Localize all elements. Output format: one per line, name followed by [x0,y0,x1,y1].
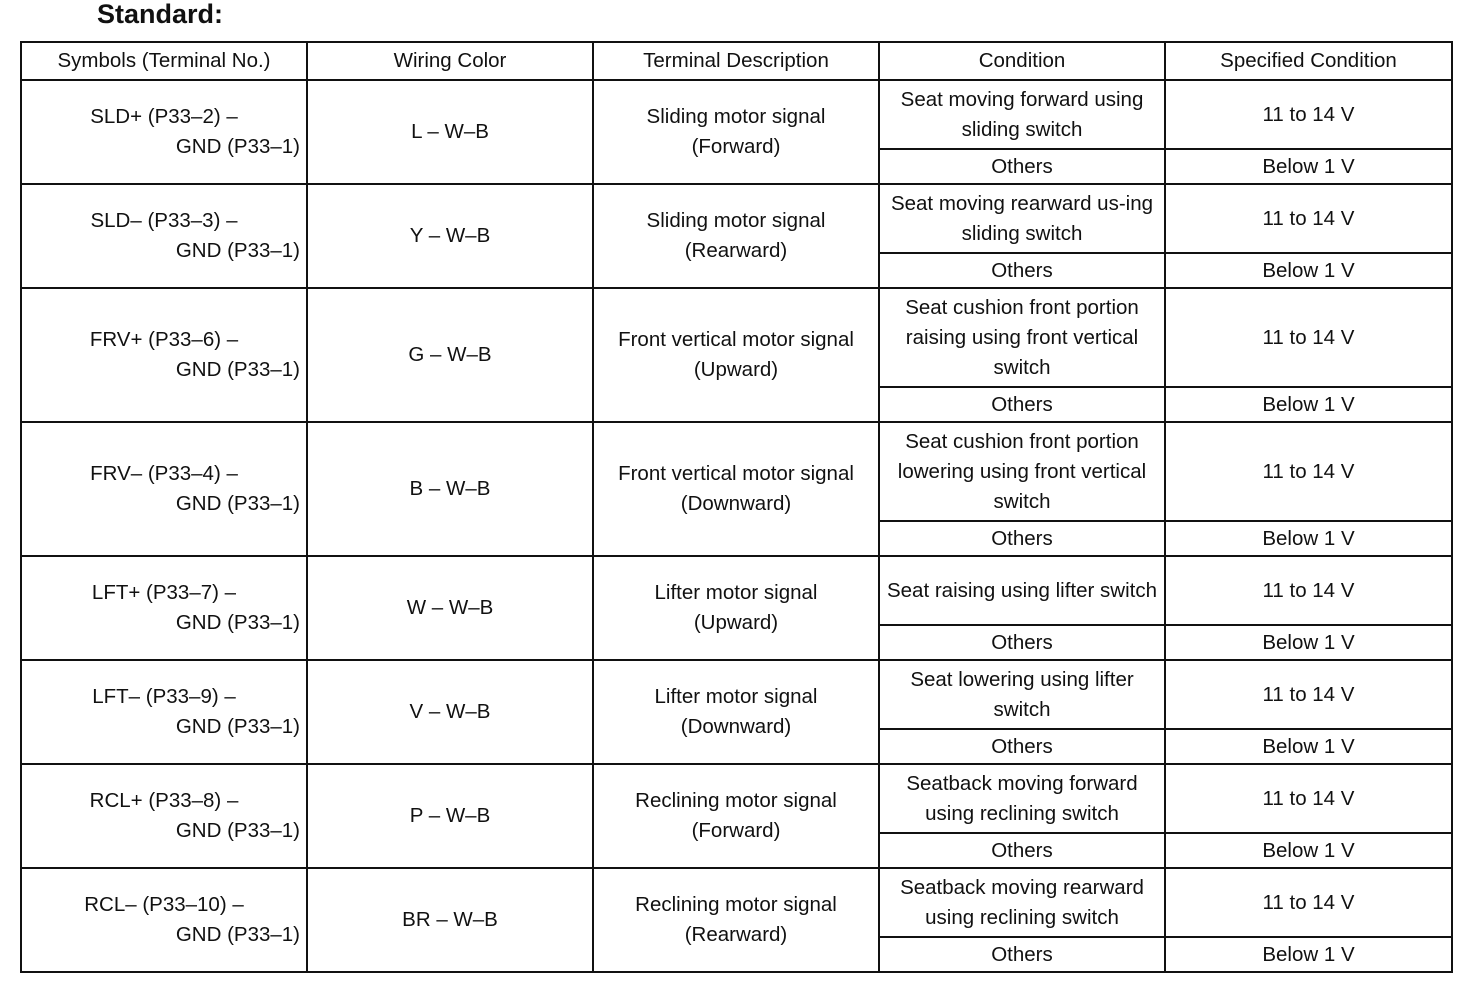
specified-others-cell: Below 1 V [1165,833,1452,868]
wiring-color-cell: Y – W–B [307,184,593,288]
terminal-description-cell [593,288,879,422]
symbol-cell [21,660,307,764]
terminal-description-cell [593,422,879,556]
specified-condition-cell: 11 to 14 V [1165,288,1452,387]
table-row [21,868,1452,937]
description-line-1: Sliding motor signal [646,209,826,232]
terminal-description-cell [593,184,879,288]
table-row [21,660,1452,729]
table-row [21,184,1452,253]
symbol-cell [21,868,307,972]
specified-condition-cell: 11 to 14 V [1165,556,1452,625]
terminal-description-cell [593,556,879,660]
table-row [21,288,1452,387]
condition-cell: Seat raising using lifter switch [879,556,1165,625]
symbol-ground: GND (P33–1) [175,611,300,634]
symbol-terminal: FRV+ (P33–6) – [89,328,239,351]
terminal-description-cell [593,764,879,868]
table-row [21,556,1452,625]
wiring-color-cell: BR – W–B [307,868,593,972]
condition-others-cell: Others [879,937,1165,972]
description-line-1: Front vertical motor signal [618,328,854,351]
table-row [21,80,1452,149]
symbol-cell [21,80,307,184]
table-row [21,764,1452,833]
spec-table [20,41,1453,973]
symbol-terminal: LFT– (P33–9) – [92,685,236,708]
symbol-ground: GND (P33–1) [175,239,300,262]
header-row [21,42,1452,80]
symbol-terminal: RCL+ (P33–8) – [89,789,239,812]
specified-condition-cell: 11 to 14 V [1165,660,1452,729]
header-wiring-color: Wiring Color [307,42,593,80]
specified-condition-cell: 11 to 14 V [1165,184,1452,253]
page-title: Standard: [97,0,224,29]
wiring-color-cell: W – W–B [307,556,593,660]
table-body [21,80,1452,972]
description-line-2: (Upward) [693,611,779,634]
symbol-cell [21,288,307,422]
condition-cell: Seat lowering using lifter switch [879,660,1165,729]
description-line-1: Reclining motor signal [635,789,837,812]
condition-cell: Seat moving forward using sliding switch [879,80,1165,149]
condition-others-cell: Others [879,729,1165,764]
symbol-cell [21,556,307,660]
description-line-2: (Rearward) [684,923,788,946]
symbol-terminal: SLD+ (P33–2) – [90,105,238,128]
description-line-1: Sliding motor signal [646,105,826,128]
terminal-description-cell [593,660,879,764]
condition-cell: Seatback moving rearward using reclining switch [879,868,1165,937]
specified-others-cell: Below 1 V [1165,387,1452,422]
wiring-color-cell: V – W–B [307,660,593,764]
symbol-ground: GND (P33–1) [175,715,300,738]
description-line-1: Reclining motor signal [635,893,837,916]
specified-others-cell: Below 1 V [1165,149,1452,184]
symbol-terminal: LFT+ (P33–7) – [91,581,237,604]
symbol-ground: GND (P33–1) [175,135,300,158]
specified-others-cell: Below 1 V [1165,253,1452,288]
terminal-description-cell [593,868,879,972]
symbol-cell [21,764,307,868]
condition-cell: Seat cushion front portion lowering using front vertical switch [879,422,1165,521]
condition-others-cell: Others [879,625,1165,660]
header-specified-condition: Specified Condition [1165,42,1452,80]
symbol-ground: GND (P33–1) [175,923,300,946]
wiring-color-cell: L – W–B [307,80,593,184]
description-line-2: (Rearward) [684,239,788,262]
specified-condition-cell: 11 to 14 V [1165,80,1452,149]
condition-cell: Seat cushion front portion raising using front vertical switch [879,288,1165,387]
condition-others-cell: Others [879,387,1165,422]
specified-others-cell: Below 1 V [1165,521,1452,556]
description-line-2: (Forward) [691,135,781,158]
symbol-cell [21,422,307,556]
description-line-1: Lifter motor signal [654,581,818,604]
specified-others-cell: Below 1 V [1165,729,1452,764]
specified-others-cell: Below 1 V [1165,937,1452,972]
specified-condition-cell: 11 to 14 V [1165,764,1452,833]
description-line-2: (Downward) [680,715,792,738]
table-row [21,422,1452,521]
terminal-description-cell [593,80,879,184]
specified-condition-cell: 11 to 14 V [1165,868,1452,937]
description-line-2: (Downward) [680,492,792,515]
specified-condition-cell: 11 to 14 V [1165,422,1452,521]
symbol-ground: GND (P33–1) [175,819,300,842]
condition-cell: Seatback moving forward using reclining switch [879,764,1165,833]
header-condition: Condition [879,42,1165,80]
symbol-terminal: RCL– (P33–10) – [84,893,244,916]
condition-others-cell: Others [879,521,1165,556]
symbol-terminal: FRV– (P33–4) – [90,462,238,485]
condition-others-cell: Others [879,149,1165,184]
condition-cell: Seat moving rearward us-ing sliding switch [879,184,1165,253]
header-symbols: Symbols (Terminal No.) [21,42,307,80]
wiring-color-cell: G – W–B [307,288,593,422]
symbol-ground: GND (P33–1) [175,358,300,381]
description-line-1: Front vertical motor signal [618,462,854,485]
description-line-2: (Forward) [691,819,781,842]
symbol-terminal: SLD– (P33–3) – [90,209,238,232]
header-terminal-description: Terminal Description [593,42,879,80]
symbol-ground: GND (P33–1) [175,492,300,515]
symbol-cell [21,184,307,288]
description-line-2: (Upward) [693,358,779,381]
condition-others-cell: Others [879,833,1165,868]
condition-others-cell: Others [879,253,1165,288]
wiring-color-cell: P – W–B [307,764,593,868]
wiring-color-cell: B – W–B [307,422,593,556]
specified-others-cell: Below 1 V [1165,625,1452,660]
description-line-1: Lifter motor signal [654,685,818,708]
